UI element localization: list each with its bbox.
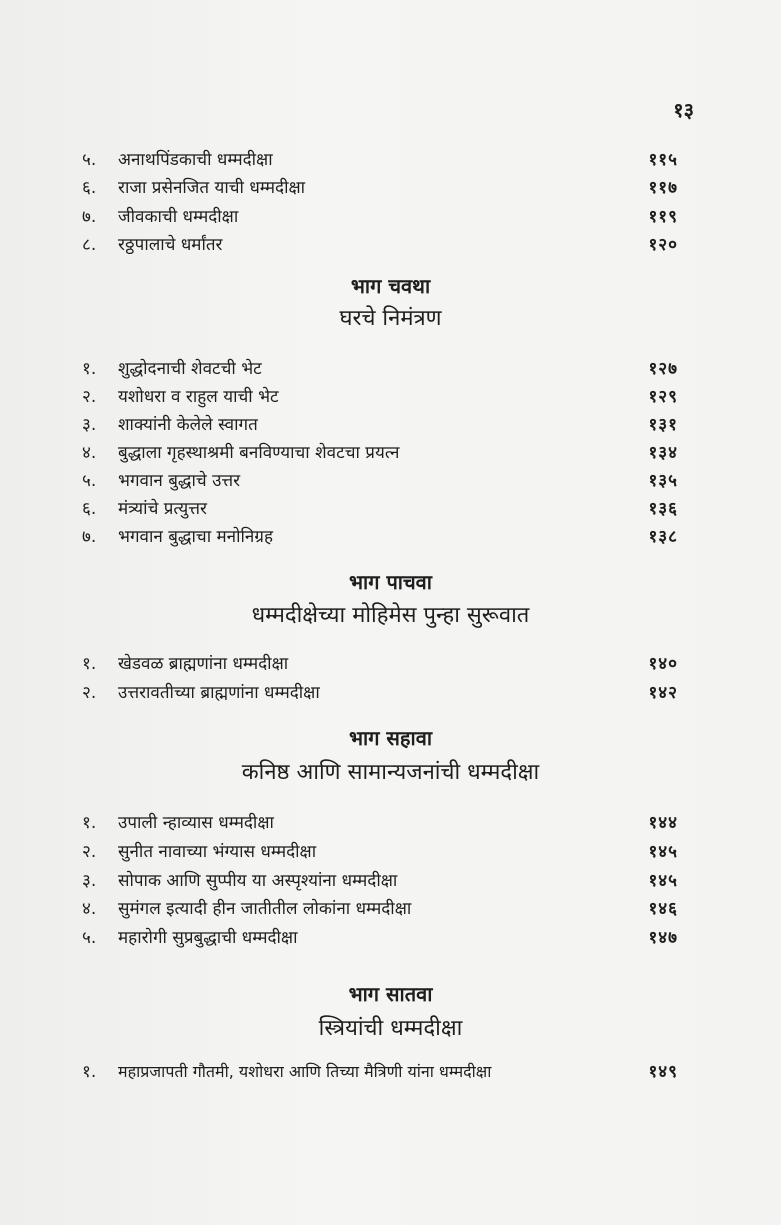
part-heading: भाग सहावा bbox=[348, 726, 433, 750]
entry-title: उत्तरावतीच्या ब्राह्मणांना धम्मदीक्षा bbox=[118, 683, 320, 703]
entry-title: सुनीत नावाच्या भंग्यास धम्मदीक्षा bbox=[118, 842, 317, 862]
entry-number: ५. bbox=[82, 471, 97, 491]
toc-entry bbox=[0, 439, 781, 467]
toc-entry bbox=[0, 355, 781, 383]
toc-entry bbox=[0, 411, 781, 439]
section-heading: स्त्रियांची धम्मदीक्षा bbox=[318, 1016, 463, 1041]
entry-title: जीवकाची धम्मदीक्षा bbox=[118, 207, 239, 227]
entry-page: १३४ bbox=[648, 443, 678, 463]
section-heading: घरचे निमंत्रण bbox=[339, 306, 442, 331]
toc-entry bbox=[0, 1058, 781, 1086]
entry-number: ६. bbox=[82, 499, 97, 519]
entry-number: ३. bbox=[82, 871, 97, 891]
toc-entry bbox=[0, 495, 781, 523]
entry-title: भगवान बुद्धाचा मनोनिग्रह bbox=[118, 527, 273, 547]
entry-title: महारोगी सुप्रबुद्धाची धम्मदीक्षा bbox=[118, 928, 298, 948]
toc-entry bbox=[0, 231, 781, 259]
entry-title: यशोधरा व राहुल याची भेट bbox=[118, 387, 279, 407]
entry-number: १. bbox=[82, 359, 97, 379]
entry-title: खेडवळ ब्राह्मणांना धम्मदीक्षा bbox=[118, 654, 289, 674]
part-heading: भाग चवथा bbox=[350, 274, 431, 298]
entry-number: ३. bbox=[82, 415, 97, 435]
page-number: १३ bbox=[673, 98, 694, 122]
toc-entry bbox=[0, 383, 781, 411]
toc-entry bbox=[0, 146, 781, 174]
entry-page: १३६ bbox=[648, 499, 678, 519]
toc-entry bbox=[0, 523, 781, 551]
entry-title: महाप्रजापती गौतमी, यशोधरा आणि तिच्या मैत्रिणी यांना धम्मदीक्षा bbox=[118, 1062, 492, 1081]
entry-title: बुद्धाला गृहस्थाश्रमी बनविण्याचा शेवटचा प्रयत्न bbox=[118, 443, 400, 463]
entry-page: १३१ bbox=[648, 415, 678, 435]
entry-number: ६. bbox=[82, 178, 97, 198]
entry-title: शुद्धोदनाची शेवटची भेट bbox=[118, 359, 262, 379]
entry-page: १२९ bbox=[648, 387, 678, 407]
toc-entry bbox=[0, 924, 781, 952]
entry-title: अनाथपिंडकाची धम्मदीक्षा bbox=[118, 150, 273, 170]
entry-page: १४९ bbox=[648, 1062, 678, 1082]
toc-entry bbox=[0, 867, 781, 895]
section-heading: कनिष्ठ आणि सामान्यजनांची धम्मदीक्षा bbox=[241, 760, 540, 785]
entry-page: ११७ bbox=[648, 178, 678, 198]
toc-entry bbox=[0, 838, 781, 866]
entry-page: १३८ bbox=[648, 527, 678, 547]
entry-number: ४. bbox=[82, 443, 97, 463]
entry-page: १२० bbox=[648, 235, 678, 255]
toc-entry bbox=[0, 467, 781, 495]
entry-page: १४६ bbox=[648, 899, 678, 919]
entry-number: ४. bbox=[82, 899, 97, 919]
toc-entry bbox=[0, 809, 781, 837]
entry-number: ८. bbox=[82, 235, 97, 255]
toc-entry bbox=[0, 650, 781, 678]
toc-entry bbox=[0, 203, 781, 231]
entry-number: २. bbox=[82, 683, 97, 703]
entry-page: १४४ bbox=[648, 813, 678, 833]
entry-number: ५. bbox=[82, 928, 97, 948]
entry-number: १. bbox=[82, 813, 97, 833]
entry-title: राजा प्रसेनजित याची धम्मदीक्षा bbox=[118, 178, 306, 198]
entry-number: ७. bbox=[82, 207, 97, 227]
part-heading: भाग पाचवा bbox=[348, 570, 432, 594]
entry-title: शाक्यांनी केलेले स्वागत bbox=[118, 415, 258, 435]
entry-title: उपाली न्हाव्यास धम्मदीक्षा bbox=[118, 813, 274, 833]
entry-page: १४५ bbox=[648, 842, 678, 862]
entry-page: १४७ bbox=[648, 928, 678, 948]
entry-title: सुमंगल इत्यादी हीन जातीतील लोकांना धम्मदीक्षा bbox=[118, 899, 412, 919]
entry-title: मंत्र्यांचे प्रत्युत्तर bbox=[118, 499, 207, 519]
toc-entry bbox=[0, 679, 781, 707]
entry-page: ११५ bbox=[648, 150, 678, 170]
entry-page: १४२ bbox=[648, 683, 678, 703]
toc-entry bbox=[0, 895, 781, 923]
entry-number: १. bbox=[82, 1062, 97, 1082]
entry-number: २. bbox=[82, 387, 97, 407]
entry-page: १४० bbox=[648, 654, 678, 674]
entry-number: १. bbox=[82, 654, 97, 674]
entry-number: ५. bbox=[82, 150, 97, 170]
entry-page: १३५ bbox=[648, 471, 678, 491]
section-heading: धम्मदीक्षेच्या मोहिमेस पुन्हा सुरूवात bbox=[251, 603, 530, 628]
entry-title: रठ्ठपालाचे धर्मांतर bbox=[118, 235, 223, 255]
entry-page: १४५ bbox=[648, 871, 678, 891]
entry-page: ११९ bbox=[648, 207, 678, 227]
part-heading: भाग सातवा bbox=[348, 982, 433, 1006]
entry-number: २. bbox=[82, 842, 97, 862]
toc-entry bbox=[0, 174, 781, 202]
entry-title: सोपाक आणि सुप्पीय या अस्पृश्यांना धम्मदीक्षा bbox=[118, 871, 398, 891]
entry-number: ७. bbox=[82, 527, 97, 547]
entry-title: भगवान बुद्धाचे उत्तर bbox=[118, 471, 241, 491]
entry-page: १२७ bbox=[648, 359, 678, 379]
